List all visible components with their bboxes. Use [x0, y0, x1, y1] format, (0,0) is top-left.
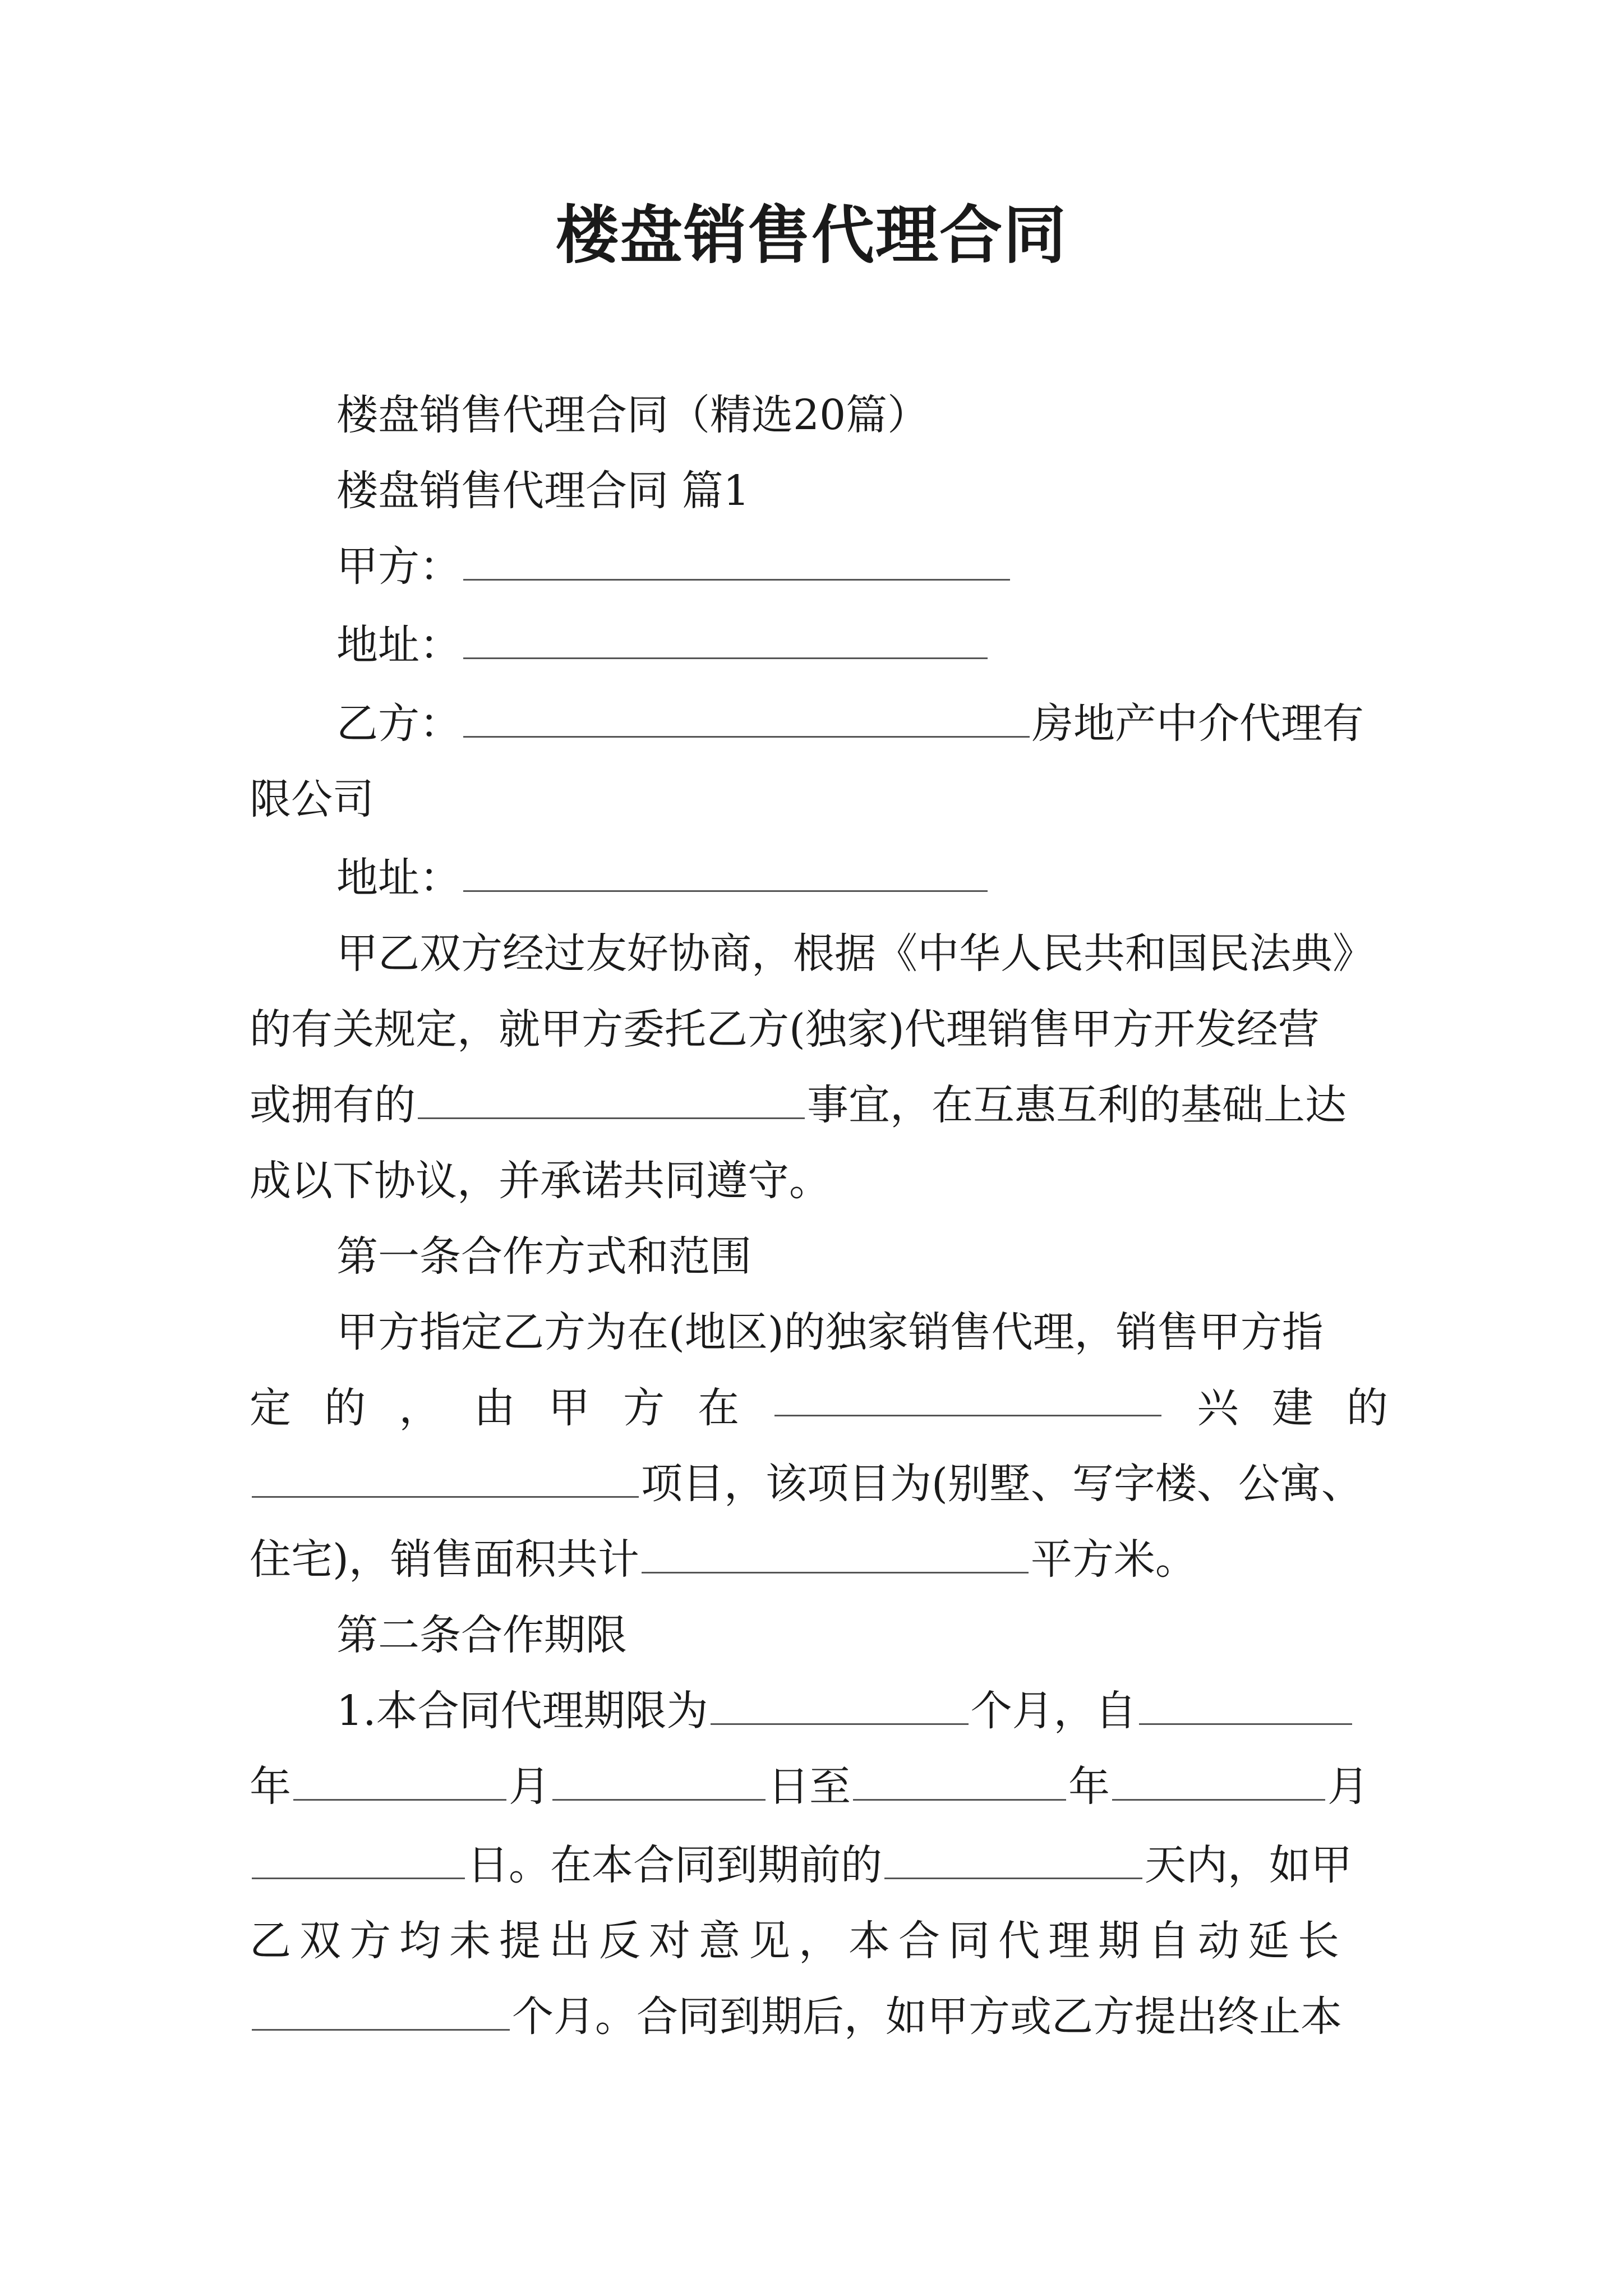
article-2-line-1-mid: 个月，自: [970, 1687, 1137, 1735]
article-2-line-1: [336, 1683, 1354, 1739]
month-label: 月: [1327, 1763, 1369, 1811]
intro-line-4: 成以下协议，并承诺共同遵守。: [250, 1157, 831, 1205]
party-a-label: 甲方：: [336, 542, 461, 591]
char: 方: [623, 1384, 665, 1432]
article-1-title: 第一条合作方式和范围: [336, 1232, 751, 1281]
address-b-blank: [463, 855, 988, 892]
section-title: 楼盘销售代理合同 篇1: [336, 467, 750, 515]
party-b-label: 乙方：: [336, 700, 461, 748]
intro-line-1: 甲乙双方经过友好协商，根据《中华人民共和国民法典》: [336, 930, 1374, 978]
address-b-label: 地址：: [336, 854, 461, 902]
address-b-line: [336, 850, 990, 906]
article-1-line-2: [250, 1380, 1388, 1436]
address-a-line: [336, 617, 990, 673]
year-label: 年: [250, 1763, 291, 1811]
article-1-line-4-end: 平方米。: [1030, 1535, 1197, 1584]
end-month-blank: [1112, 1764, 1325, 1801]
party-a-line: [336, 539, 1012, 595]
article-2-line-5-text: 个月。合同到期后，如甲方或乙方提出终止本: [512, 1993, 1342, 2041]
article-2-line-2: [250, 1759, 1369, 1815]
article-1-line-4: [250, 1531, 1197, 1588]
address-a-label: 地址：: [336, 621, 461, 669]
intro-line-3-start: 或拥有的: [250, 1081, 416, 1129]
intro-line-3-end: 事宜，在互惠互利的基础上达: [807, 1081, 1347, 1129]
article-2-line-5: [250, 1989, 1342, 2045]
term-months-blank: [711, 1688, 969, 1725]
char: 在: [698, 1384, 740, 1432]
article-2-line-4: 乙双方均未提出反对意见，本合同代理期自动延长: [250, 1917, 1348, 1965]
article-1-line-1: 甲方指定乙方为在(地区)的独家销售代理，销售甲方指: [336, 1308, 1324, 1356]
article-1-line-4-start: 住宅)，销售面积共计: [250, 1535, 639, 1584]
party-b-suffix-cont: 限公司: [250, 775, 374, 823]
char: 建: [1271, 1384, 1313, 1432]
char: 甲: [548, 1384, 590, 1432]
char: 由: [473, 1384, 515, 1432]
end-day-blank: [252, 1843, 465, 1879]
address-a-blank: [463, 623, 988, 659]
party-a-blank: [463, 544, 1010, 581]
month-label: 月: [509, 1763, 550, 1811]
intro-line-2: 的有关规定，就甲方委托乙方(独家)代理销售甲方开发经营: [250, 1005, 1320, 1053]
char: 定: [250, 1384, 291, 1432]
end-year-blank: [853, 1764, 1066, 1801]
property-blank: [418, 1083, 805, 1119]
article-1-line-3-text: 项目，该项目为(别墅、写字楼、公寓、: [641, 1460, 1363, 1508]
area-blank: [642, 1537, 1029, 1573]
intro-line-3: [250, 1077, 1347, 1133]
party-b-suffix: 房地产中介代理有: [1032, 700, 1364, 748]
article-2-title: 第二条合作期限: [336, 1611, 627, 1659]
article-2-line-1-start: 1.本合同代理期限为: [336, 1687, 708, 1735]
party-b-blank: [463, 701, 1030, 738]
start-day-blank: [552, 1764, 766, 1801]
start-year-blank: [1139, 1688, 1352, 1725]
char: ，: [399, 1384, 441, 1432]
start-month-blank: [293, 1764, 506, 1801]
extension-months-blank: [252, 1994, 510, 2031]
document-title: 楼盘销售代理合同: [556, 199, 1067, 272]
article-2-line-3-end: 天内，如甲: [1145, 1841, 1352, 1889]
char: 的: [324, 1384, 366, 1432]
article-1-line-3: [250, 1456, 1363, 1512]
notice-days-blank: [884, 1843, 1142, 1879]
party-b-line: [336, 696, 1364, 752]
subtitle: 楼盘销售代理合同（精选20篇）: [336, 391, 929, 439]
location-blank: [774, 1380, 1161, 1416]
day-to-label: 日至: [768, 1763, 851, 1811]
article-2-line-3-mid: 日。在本合同到期前的: [467, 1841, 882, 1889]
year-label: 年: [1068, 1763, 1110, 1811]
article-2-line-3: [250, 1837, 1352, 1893]
char: 的: [1346, 1384, 1388, 1432]
char: 兴: [1197, 1384, 1239, 1432]
project-blank: [252, 1461, 639, 1498]
